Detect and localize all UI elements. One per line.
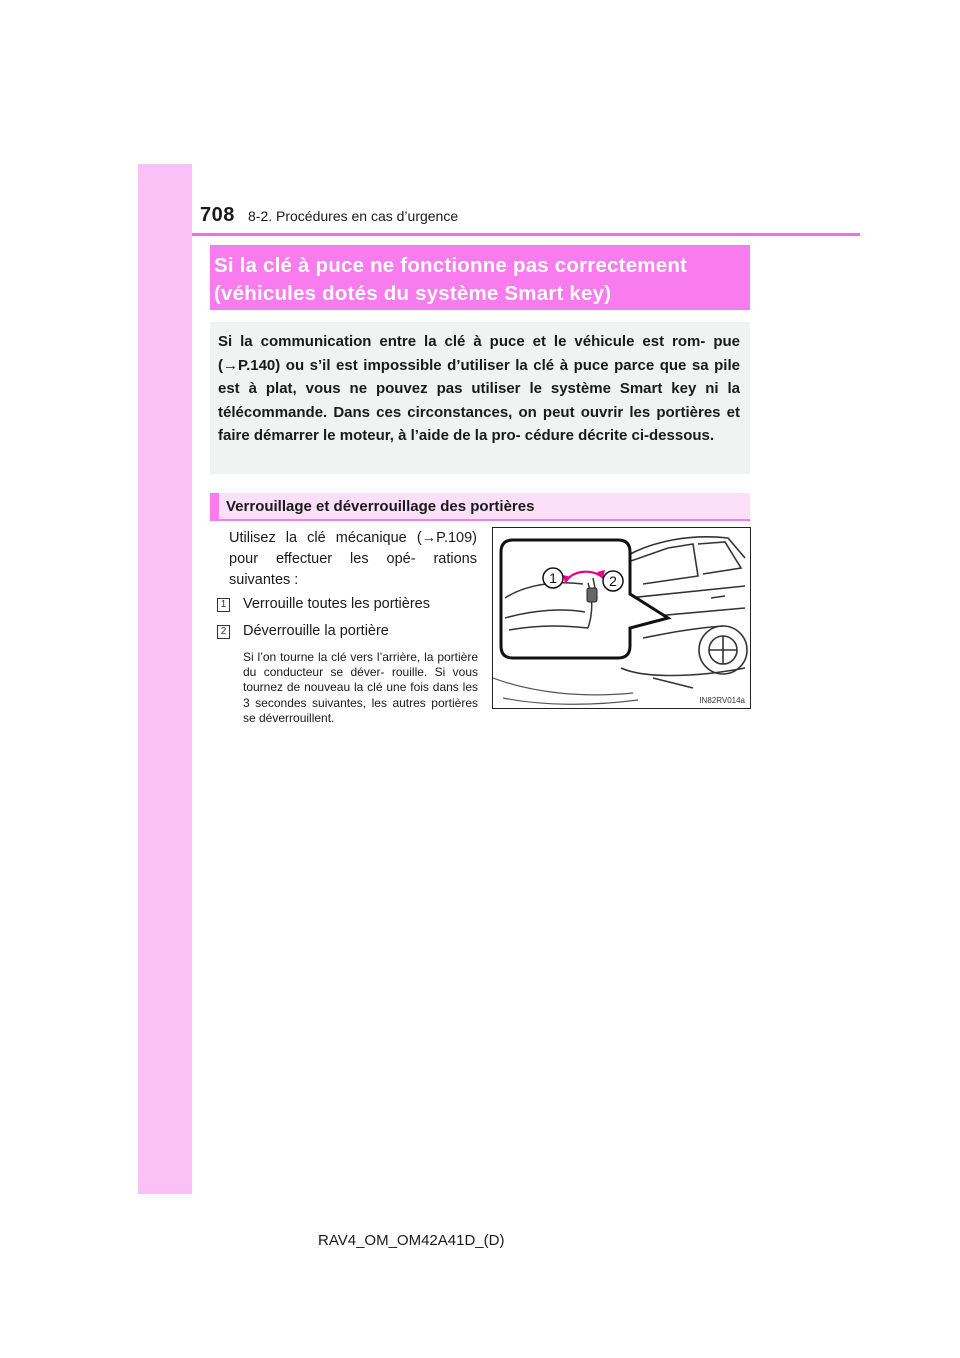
figure-code: IN82RV014a	[699, 696, 745, 705]
subsection-title: Verrouillage et déverrouillage des portières	[226, 498, 535, 515]
header-rule	[192, 233, 860, 236]
step-text-1: Verrouille toutes les portières	[243, 596, 430, 612]
callout-2-label: 2	[609, 573, 617, 589]
note-paragraph: Si l’on tourne la clé vers l’arrière, la portière du conducteur se déver- rouille. Si vous tournez de nouveau la clé une fois dans les 3 secondes suivantes, les autres portières se déverrouillent.	[243, 650, 478, 725]
footer-code: RAV4_OM_OM42A41D_(D)	[318, 1232, 505, 1249]
callout-1-label: 1	[549, 570, 557, 586]
body-paragraph: Utilisez la clé mécanique (→P.109) pour effectuer les opé- rations suivantes :	[229, 530, 477, 588]
subsection-underline	[210, 519, 750, 521]
intro-text: Si la communication entre la clé à puce et le véhicule est rom- pue (→P.140) ou s’il est impossible d’utiliser la clé à puce parce que sa pile est à plat, vous ne pouvez pas utiliser le système Smart key ni la télécommande. Dans ces circonstances, on peut ouvrir les portières et faire démarrer le moteur, à l’aide de la pro- cédure décrite ci-dessous.	[218, 333, 740, 445]
step-number-1: 1	[217, 598, 230, 612]
page-title-line-1: Si la clé à puce ne fonctionne pas correctement	[214, 254, 688, 277]
car-door-illustration	[493, 528, 750, 708]
step-number-2: 2	[217, 625, 230, 639]
section-title: 8-2. Procédures en cas d’urgence	[248, 208, 459, 224]
side-tab	[138, 164, 192, 1194]
subsection-accent-bar	[210, 493, 219, 521]
page-title-line-2: (véhicules dotés du système Smart key)	[214, 282, 612, 305]
page-title	[214, 252, 750, 308]
page-number: 708	[200, 204, 235, 226]
door-lock-illustration	[492, 527, 751, 709]
step-text-2: Déverrouille la portière	[243, 623, 389, 639]
